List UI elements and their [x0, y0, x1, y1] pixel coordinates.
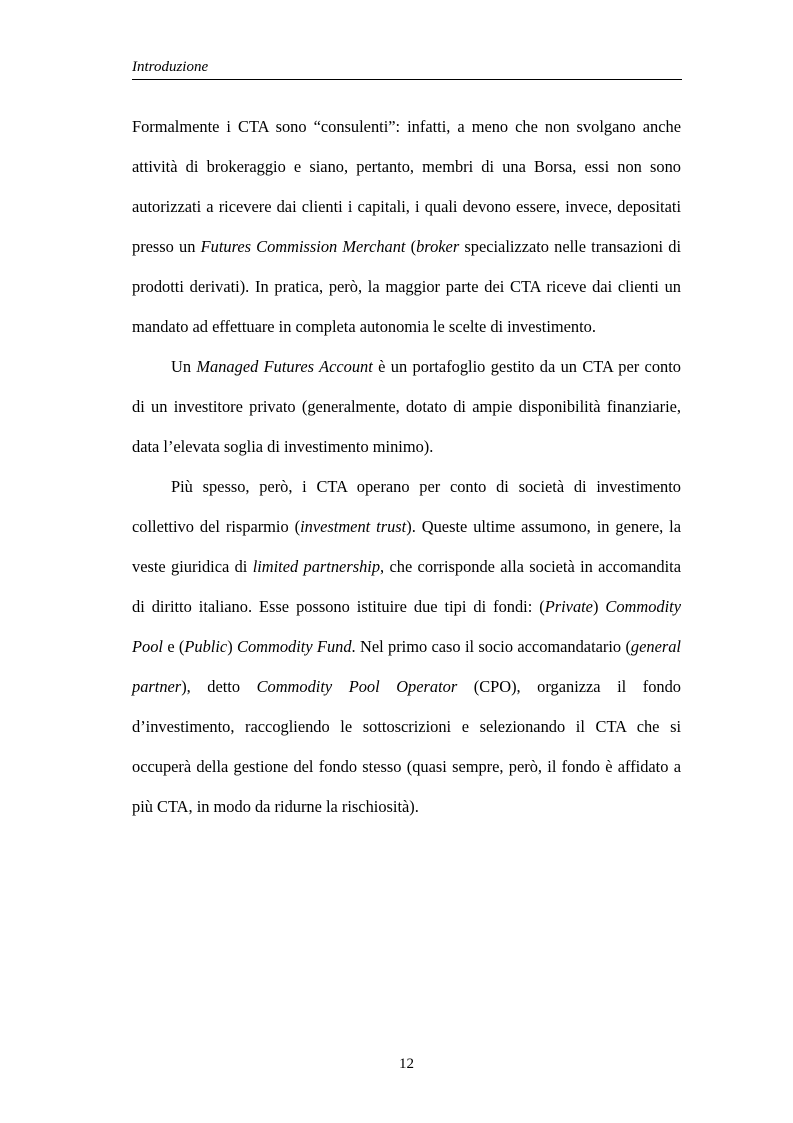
page-number: 12 — [399, 1056, 414, 1072]
p3-text-8: ), detto — [181, 677, 257, 696]
p3-italic-commodity-pool: Commodity Pool — [132, 597, 681, 656]
p3-text-3: , che corrisponde alla società in accomandita di diritto italiano. Esse possono istituire due tipi di fondi: ( — [132, 557, 681, 616]
p1-text-2: ( — [405, 237, 417, 256]
p3-text-7: . Nel primo caso il socio accomandatario ( — [351, 637, 631, 656]
p1-italic-futures-commission-merchant: Futures Commission Merchant — [200, 237, 406, 256]
running-header: Introduzione — [132, 59, 209, 75]
p3-italic-commodity-pool-operator: Commodity Pool Operator — [256, 677, 458, 696]
header-rule — [132, 79, 682, 80]
p1-italic-broker: broker — [416, 237, 460, 256]
p3-italic-commodity-fund: Commodity Fund — [237, 637, 352, 656]
p3-italic-private: Private — [544, 597, 593, 616]
p3-italic-public: Public — [184, 637, 228, 656]
paragraph-1 — [132, 107, 681, 347]
p3-italic-investment-trust: investment trust — [300, 517, 407, 536]
p3-text-5: e ( — [162, 637, 185, 656]
p1-text-3: specializzato nelle transazioni di prodotti derivati). In pratica, però, la maggior parte dei CTA riceve dai clienti un mandato ad effettuare in completa autonomia le scelte di investimento. — [132, 237, 681, 336]
p3-text-6: ) — [227, 637, 238, 656]
body-text — [132, 107, 681, 827]
p3-text-4: ) — [592, 597, 606, 616]
p2-italic-managed-futures-account: Managed Futures Account — [196, 357, 373, 376]
p3-italic-general-partner: general partner — [132, 637, 681, 696]
p3-italic-limited-partnership: limited partnership — [252, 557, 381, 576]
paragraph-3 — [132, 467, 681, 827]
p3-text-9: (CPO), organizza il fondo d’investimento, raccogliendo le sottoscrizioni e selezionando il CTA che si occuperà della gestione del fondo stesso (quasi sempre, però, il fondo è affidato a più CTA, in modo da ridurne la rischiosità). — [132, 677, 681, 816]
p3-text-1: Più spesso, però, i CTA operano per conto di società di investimento collettivo del risparmio ( — [132, 477, 681, 536]
p1-text-1: Formalmente i CTA sono “consulenti”: infatti, a meno che non svolgano anche attività di brokeraggio e siano, pertanto, membri di una Borsa, essi non sono autorizzati a ricevere dai clienti i capitali, i quali devono essere, invece, depositati presso un — [132, 117, 681, 256]
p2-text-1: Un — [171, 357, 197, 376]
p3-text-2: ). Queste ultime assumono, in genere, la veste giuridica di — [132, 517, 681, 576]
paragraph-2 — [132, 347, 681, 467]
p2-text-2: è un portafoglio gestito da un CTA per conto di un investitore privato (generalmente, dotato di ampie disponibilità finanziarie, data l’elevata soglia di investimento minimo). — [132, 357, 681, 456]
